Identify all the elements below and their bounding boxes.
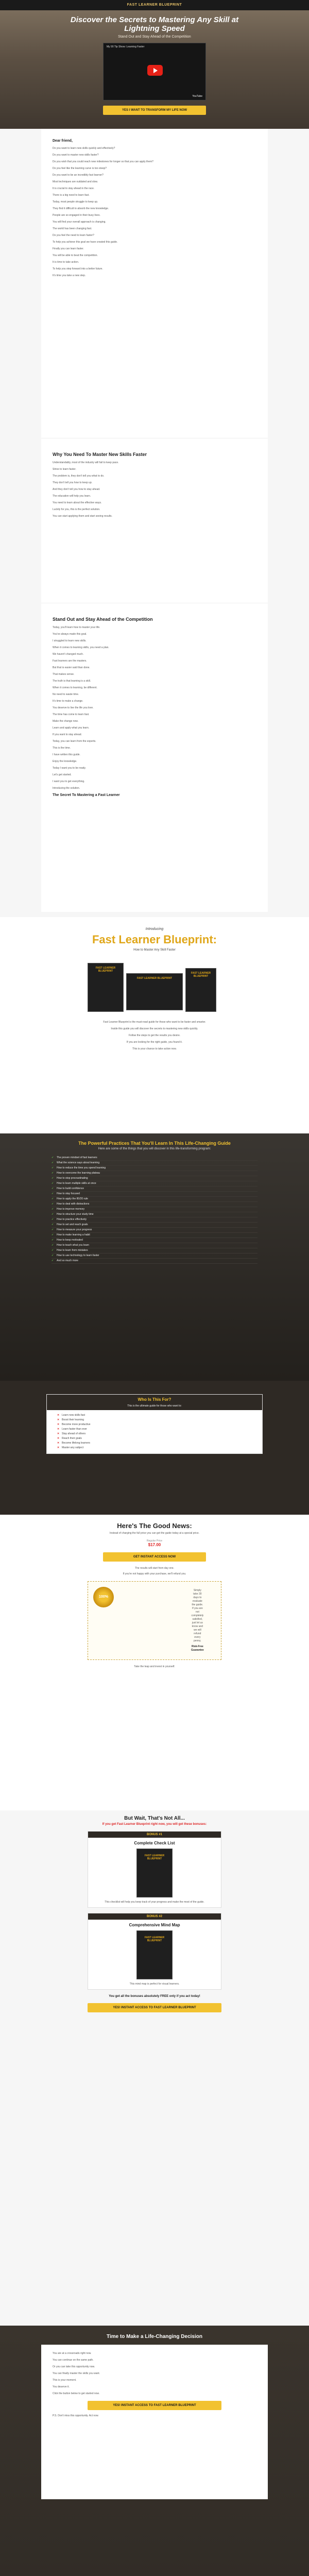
- paragraph: I struggled to learn new skills.: [53, 639, 87, 642]
- practice-item: ✓ How to deal with distractions: [52, 1202, 258, 1207]
- paragraph: But that is easier said than done.: [53, 666, 90, 669]
- greeting: Dear friend,: [53, 139, 73, 143]
- whofor-item: ✕ Learn faster than ever: [57, 1427, 252, 1432]
- product-box: FAST LEARNER BLUEPRINT: [88, 963, 124, 1012]
- good-news-text-4: Take the leap and invest in yourself.: [134, 1665, 175, 1668]
- bonuses-title: But Wait, That's Not All...: [124, 1816, 185, 1821]
- hero-title: Discover the Secrets to Mastering Any Skill at Lightning Speed: [70, 15, 239, 33]
- final-paragraphs: [53, 2352, 256, 2396]
- hero-cta-button[interactable]: YES I WANT TO TRANSFORM MY LIFE NOW: [103, 106, 206, 115]
- paragraph: You can continue on the same path.: [53, 2359, 94, 2362]
- practice-item: ✓ How to set and reach goals: [52, 1223, 258, 1228]
- paragraph: Luckily for you, this is the perfect solution.: [53, 508, 100, 511]
- paragraph: Most techniques are outdated and slow.: [53, 180, 98, 183]
- paragraph: Introducing the solution.: [53, 787, 80, 790]
- good-news-title: Here's The Good News:: [117, 1522, 192, 1530]
- paragraph: Today, most people struggle to keep up.: [53, 200, 98, 204]
- practice-item: ✓ How to overcome the learning plateau: [52, 1171, 258, 1176]
- product-title: Fast Learner Blueprint:: [92, 933, 217, 946]
- paragraph: People are so engaged in their busy lives.: [53, 214, 100, 217]
- price-label: Regular Price: [146, 1539, 163, 1543]
- practice-item: ✓ How to practice effectively: [52, 1217, 258, 1223]
- paragraph: They don't tell you how to keep up.: [53, 481, 93, 484]
- paragraph: This is your moment.: [53, 2379, 77, 2382]
- paragraph: Do you wish that you could reach new milestones for longer so that you can apply them?: [53, 160, 153, 163]
- practice-item: ✓ How to stay focused: [52, 1192, 258, 1197]
- good-news-section: [0, 1522, 309, 1810]
- practice-item: ✓ How to teach what you learn: [52, 1243, 258, 1248]
- practice-item: ✓ How to structure your study time: [52, 1212, 258, 1217]
- whofor-box: [46, 1394, 263, 1454]
- paragraph: To help you step forward into a better future.: [53, 267, 103, 270]
- paragraph: Do you feel like the learning curve is too steep?: [53, 167, 107, 170]
- whofor-item: ✕ Learn new skills fast: [57, 1413, 252, 1418]
- good-news-text: Instead of charging the full price you can get the guide today at a special price.: [110, 1532, 199, 1535]
- good-news-text-3: If you're not happy with your purchase, we'll refund you.: [123, 1572, 186, 1575]
- why-title: Why You Need To Master New Skills Faster: [53, 452, 147, 457]
- play-icon[interactable]: [147, 65, 163, 76]
- paragraph: Today, you'll learn how to master your life.: [53, 626, 100, 629]
- intro-letter: [0, 129, 309, 917]
- paragraph: It's time you take a new step.: [53, 274, 86, 277]
- paragraph: You can finally master the skills you want.: [53, 2372, 100, 2375]
- paragraph: There is a big need to learn fast.: [53, 194, 90, 197]
- hero-subtitle: Stand Out and Stay Ahead of the Competition: [118, 35, 191, 39]
- guarantee-seal-icon: 100%: [93, 1587, 114, 1607]
- paragraph: Follow the steps to get the results you desire.: [128, 1034, 181, 1037]
- whofor-item: ✕ Reach their goals: [57, 1436, 252, 1441]
- practice-item: ✓ How to improve memory: [52, 1207, 258, 1212]
- good-news-text-2: The results will start from day one.: [134, 1567, 175, 1570]
- practice-item: ✓ How to build confidence: [52, 1187, 258, 1192]
- product-section: [0, 917, 309, 1133]
- guarantee-box: [88, 1581, 221, 1660]
- paragraph: We haven't changed much.: [53, 653, 84, 656]
- practices-list: [52, 1156, 258, 1264]
- bonuses-subtitle: If you get Fast Learner Blueprint right now, you will get these bonuses:: [102, 1823, 207, 1826]
- final-column: [41, 2345, 268, 2499]
- practice-item: ✓ How to measure your progress: [52, 1228, 258, 1233]
- paragraph: Today, you can learn from the experts.: [53, 740, 96, 743]
- paragraph: Let's get started.: [53, 773, 72, 776]
- practice-item: ✓ How to learn multiple skills at once: [52, 1181, 258, 1187]
- paragraph: The education will help you learn.: [53, 495, 91, 498]
- paragraph: Finally you can learn faster.: [53, 247, 84, 250]
- why-paragraphs: [53, 461, 256, 518]
- practice-item: ✓ How to apply the 80/20 rule: [52, 1197, 258, 1202]
- practice-item: ✓ What the science says about learning: [52, 1161, 258, 1166]
- price-value: $17.00: [148, 1543, 161, 1547]
- practice-item: ✓ How to reduce the time you spend learning: [52, 1166, 258, 1171]
- bonus-tag: BONUS #1: [88, 1832, 221, 1838]
- practices-title: The Powerful Practices That You'll Learn In This Life-Changing Guide: [78, 1141, 231, 1146]
- price-box: [131, 1539, 178, 1547]
- paragraph: And they don't tell you how to stay ahead.: [53, 488, 100, 491]
- paragraph: It is time to take action.: [53, 261, 79, 264]
- bonus-text: This checklist will help you keep track of your progress and make the most of the guide.: [105, 1901, 204, 1904]
- paragraph: You deserve it.: [53, 2385, 70, 2388]
- paragraph: I have written this guide.: [53, 753, 80, 756]
- final-section: [0, 2326, 309, 2576]
- stand-column: [41, 603, 268, 912]
- paragraph: When it comes to learning, be different.: [53, 686, 97, 689]
- video-title: My 90 Tip Show: Learning Faster: [107, 45, 145, 48]
- stand-intro-line: The Secret To Mastering a Fast Learner: [53, 793, 120, 797]
- whofor-list: [47, 1410, 262, 1453]
- final-ps: P.S. Don't miss this opportunity. Act now.: [53, 2414, 99, 2417]
- paragraph: That makes sense.: [53, 673, 75, 676]
- practices-section: [0, 1133, 309, 1381]
- whofor-item: ✕ Boost their learning: [57, 1418, 252, 1422]
- youtube-logo[interactable]: YouTube: [192, 95, 202, 98]
- stand-title: Stand Out and Stay Ahead of the Competition: [53, 617, 153, 622]
- bonus-text: This mind map is perfect for visual learners.: [129, 1982, 180, 1986]
- paragraph: It's time to make a change.: [53, 700, 83, 703]
- paragraph: Do you feel the need to learn faster?: [53, 234, 94, 237]
- practice-item: ✓ How to use technology to learn faster: [52, 1253, 258, 1259]
- whofor-section: [0, 1381, 309, 1515]
- guarantee-text: Simply take 30 days to evaluate the guide. If you are not completely satisfied, just let us know and we will refund every penny.: [191, 1589, 204, 1642]
- paragraph: This is the time.: [53, 747, 71, 750]
- bonuses-cta-button[interactable]: YES! INSTANT ACCESS TO FAST LEARNER BLUEPRINT: [88, 2003, 221, 2012]
- why-column: [41, 438, 268, 603]
- paragraph: You can start applying them and start seeing results.: [53, 515, 112, 518]
- paragraph: Make the change now.: [53, 720, 79, 723]
- paragraph: Or you can take this opportunity now.: [53, 2365, 95, 2368]
- bonus-image: FAST LEARNER BLUEPRINT: [136, 1930, 173, 1979]
- guarantee-badge: Risk-Free Guarantee: [191, 1645, 204, 1652]
- practice-item: ✓ How to learn from mistakes: [52, 1248, 258, 1253]
- paragraph: The time has come to learn fast.: [53, 713, 90, 716]
- final-title: Time to Make a Life-Changing Decision: [107, 2334, 202, 2340]
- product-mockup: [77, 958, 232, 1014]
- bonuses-section: [0, 1810, 309, 2326]
- product-script: Introducing: [145, 927, 164, 931]
- bonus-image: FAST LEARNER BLUEPRINT: [136, 1849, 173, 1897]
- bonuses-free-line: You get all the bonuses absolutely FREE only if you act today!: [109, 1995, 200, 1998]
- product-ebook: FAST LEARNER BLUEPRINT: [185, 968, 216, 1012]
- whofor-item: ✕ Stay ahead of others: [57, 1432, 252, 1436]
- paragraph: Strive to learn faster.: [53, 468, 76, 471]
- whofor-item: ✕ Master any subject: [57, 1446, 252, 1450]
- intro-paragraphs: [53, 147, 256, 278]
- whofor-item: ✕ Become lifelong learners: [57, 1441, 252, 1446]
- paragraph: If you are looking for the right guide, you found it.: [126, 1041, 183, 1044]
- paragraph: Do you want to master new skills faster?: [53, 154, 99, 157]
- practice-item: ✓ How to stop procrastinating: [52, 1176, 258, 1181]
- practice-item: ✓ How to make learning a habit: [52, 1233, 258, 1238]
- paragraph: You deserve to live the life you love.: [53, 706, 94, 709]
- bonus-name: Complete Check List: [134, 1841, 175, 1845]
- paragraph: It is crucial to stay ahead in the race.: [53, 187, 95, 190]
- paragraph: To help you achieve this goal we have created this guide.: [53, 241, 118, 244]
- paragraph: Inside this guide you will discover the secrets to mastering new skills quickly.: [111, 1027, 198, 1030]
- paragraph: Do you want to be an incredibly fast learner?: [53, 174, 104, 177]
- product-paragraphs: [0, 1021, 309, 1051]
- paragraph: They find it difficult to absorb the new knowledge.: [53, 207, 109, 210]
- product-laptop: FAST LEARNER BLUEPRINT: [126, 973, 183, 1010]
- paragraph: Fast Learner Blueprint is the must-read guide for those who want to be faster and smarter.: [103, 1021, 206, 1024]
- paragraph: You will find your overall approach is changing.: [53, 221, 106, 224]
- paragraph: Enjoy the knowledge.: [53, 760, 77, 763]
- paragraph: Learn and apply what you learn.: [53, 726, 90, 730]
- hero: [0, 10, 309, 129]
- paragraph: This is your chance to take action now.: [132, 1047, 177, 1050]
- intro-column: [41, 129, 268, 438]
- whofor-subtitle: This is the ultimate guide for those who want to:: [47, 1404, 262, 1410]
- practice-item: ✓ How to keep motivated: [52, 1238, 258, 1243]
- stand-paragraphs: [53, 626, 256, 790]
- bonus-name: Comprehensive Mind Map: [129, 1923, 180, 1927]
- paragraph: Click the button below to get started now.: [53, 2392, 100, 2395]
- paragraph: You are at a crossroads right now.: [53, 2352, 92, 2355]
- bonus-card-1: [88, 1831, 221, 1908]
- paragraph: You will be able to beat the competition.: [53, 254, 98, 257]
- paragraph: No need to waste time.: [53, 693, 79, 696]
- video-player[interactable]: [103, 43, 206, 100]
- paragraph: You need to learn about the effective ways.: [53, 501, 102, 504]
- practices-subtitle: Here are some of the things that you will discover in this life-transforming program:: [98, 1147, 211, 1150]
- practice-item: ✓ And so much more: [52, 1259, 258, 1264]
- paragraph: The truth is that learning is a skill.: [53, 680, 91, 683]
- good-news-cta-button[interactable]: GET INSTANT ACCESS NOW: [103, 1552, 206, 1562]
- paragraph: Understandably, most of the industry will fail to keep pace.: [53, 461, 119, 464]
- paragraph: I want you to get everything.: [53, 780, 85, 783]
- final-cta-button[interactable]: YES! INSTANT ACCESS TO FAST LEARNER BLUEPRINT: [88, 2401, 221, 2410]
- product-subtitle: How to Master Any Skill Faster: [133, 948, 176, 952]
- paragraph: Fast learners are the masters.: [53, 659, 87, 663]
- paragraph: When it comes to learning skills, you need a plan.: [53, 646, 109, 649]
- paragraph: The problem is, they don't tell you what to do.: [53, 474, 105, 478]
- top-bar: FAST LEARNER BLUEPRINT: [0, 0, 309, 10]
- whofor-title: Who Is This For?: [47, 1395, 262, 1404]
- paragraph: If you want to stay ahead.: [53, 733, 82, 736]
- paragraph: The world has been changing fast.: [53, 227, 92, 230]
- practice-item: ✓ The proven mindset of fast learners: [52, 1156, 258, 1161]
- bonus-tag: BONUS #2: [88, 1913, 221, 1920]
- paragraph: You've always made this goal.: [53, 633, 87, 636]
- paragraph: Do you want to learn new skills quickly and effectively?: [53, 147, 115, 150]
- whofor-item: ✕ Become more productive: [57, 1422, 252, 1427]
- bonus-card-2: [88, 1913, 221, 1990]
- paragraph: Today I want you to be ready.: [53, 767, 86, 770]
